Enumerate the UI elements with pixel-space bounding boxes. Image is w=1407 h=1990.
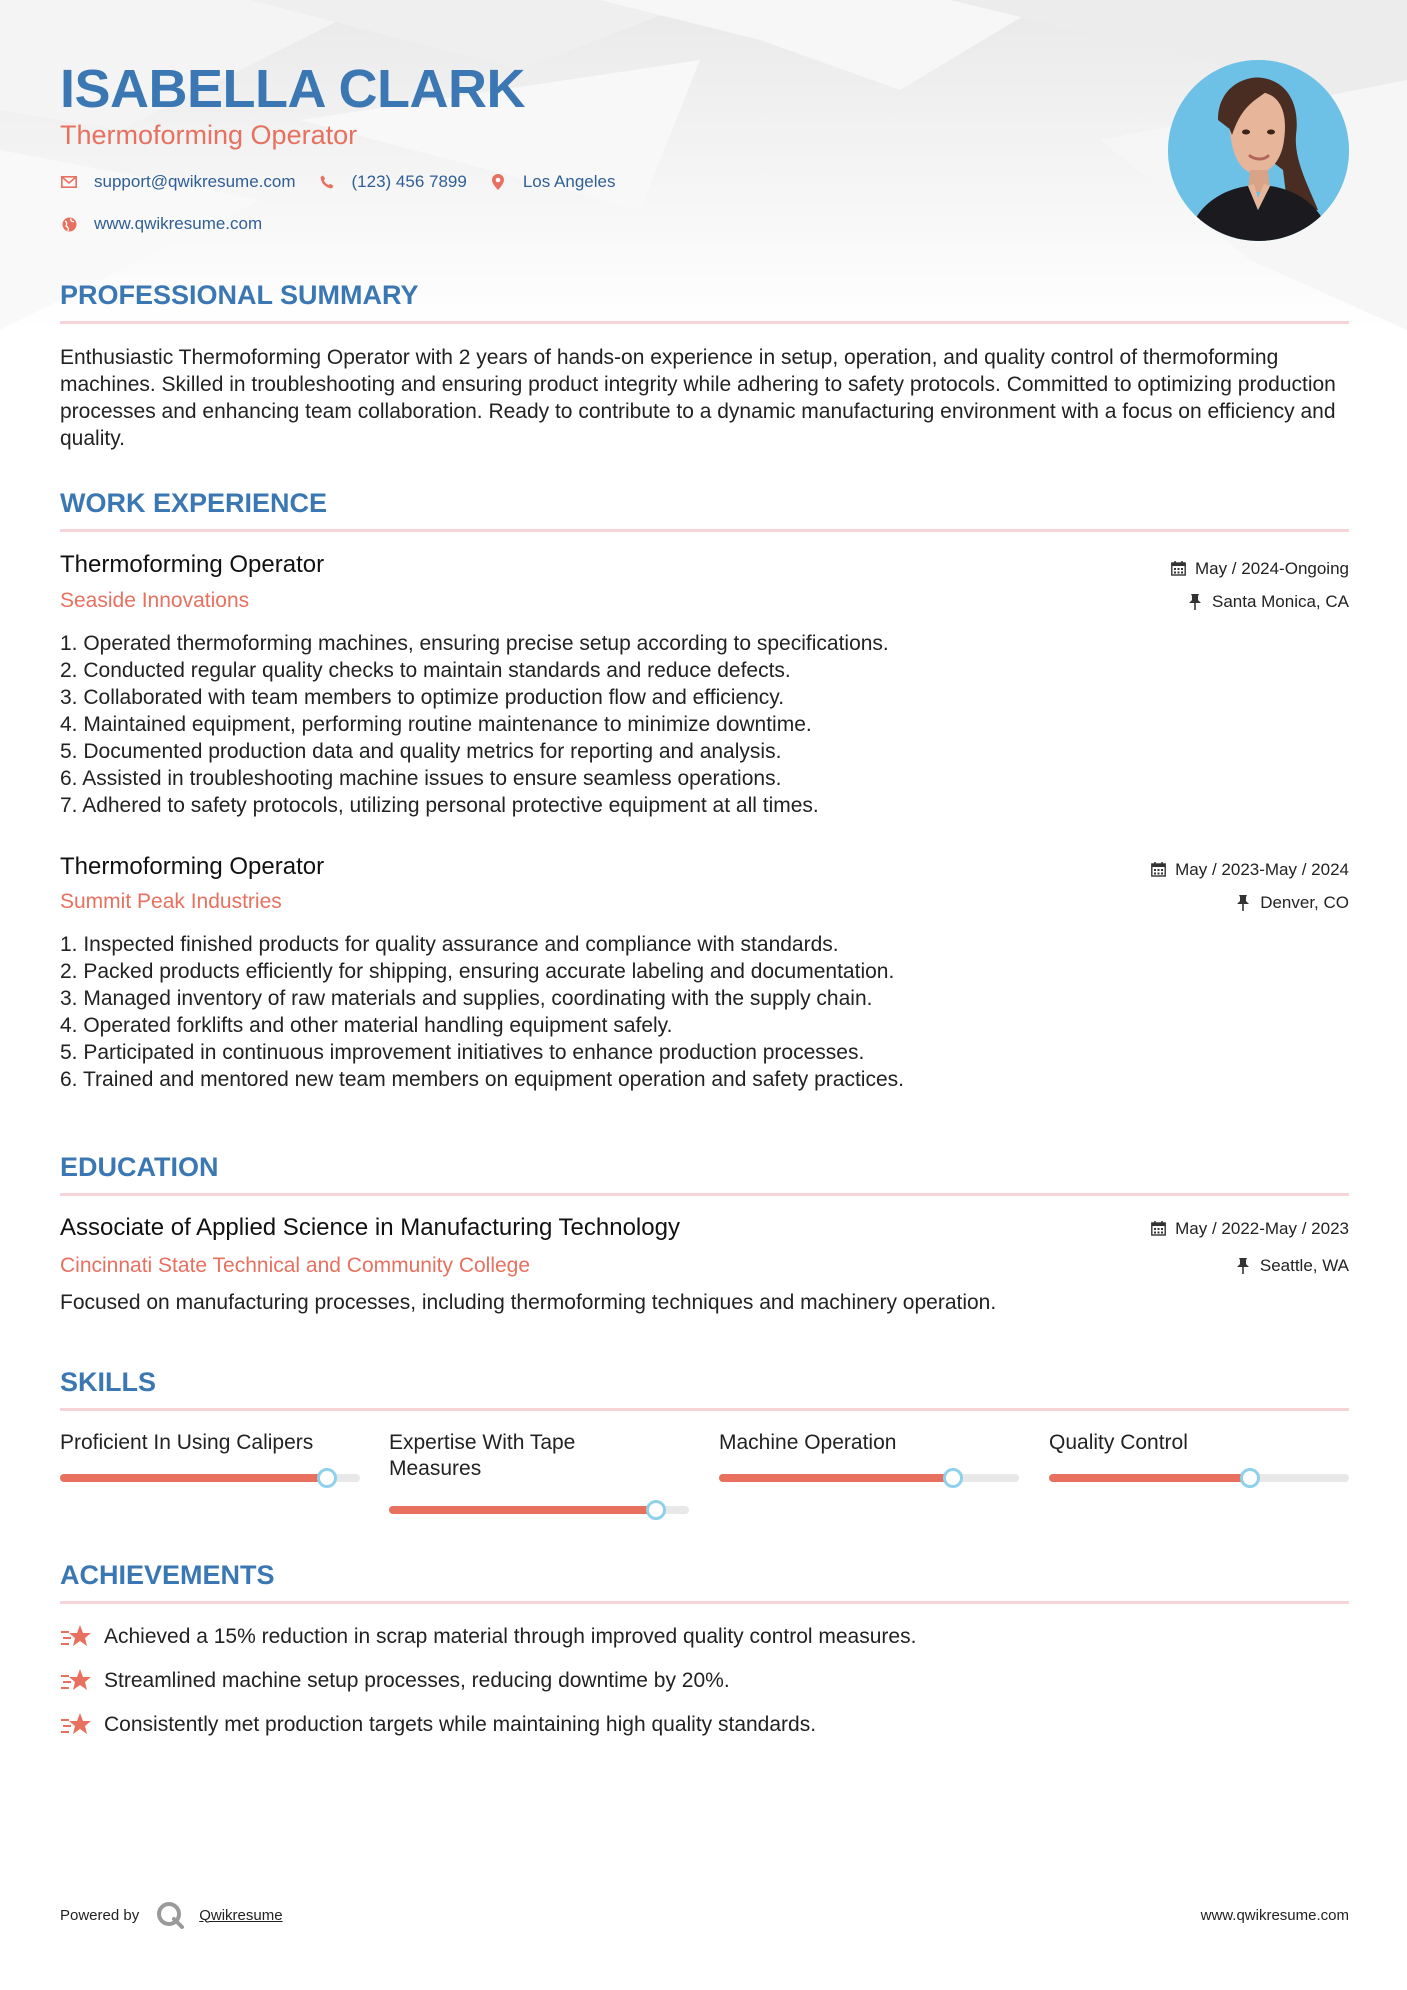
company-name: Summit Peak Industries <box>60 890 282 913</box>
calendar-icon <box>1151 1221 1167 1237</box>
skill-name: Machine Operation <box>719 1431 897 1454</box>
education-location <box>1236 1256 1349 1276</box>
skill-bar-fill <box>719 1474 953 1482</box>
skill-bar-fill <box>1049 1474 1250 1482</box>
contact-row <box>60 172 637 192</box>
job-dates-text: May / 2023-May / 2024 <box>1175 860 1349 879</box>
skill-slider-knob <box>317 1468 337 1488</box>
profile-photo <box>1168 60 1349 241</box>
map-pin-icon <box>489 173 507 191</box>
calendar-icon <box>1171 561 1187 577</box>
footer-powered-by <box>60 1900 283 1930</box>
education-divider <box>60 1193 1349 1196</box>
experience-divider <box>60 529 1349 532</box>
shooting-star-icon <box>60 1623 92 1651</box>
achievement-text: Achieved a 15% reduction in scrap material through improved quality control measures. <box>104 1625 917 1648</box>
list-item: 5. Participated in continuous improvement initiatives to enhance production processes. <box>60 1041 865 1064</box>
contact-row-website <box>60 214 284 234</box>
education-heading: EDUCATION <box>60 1152 219 1182</box>
skill-item <box>1049 1430 1349 1456</box>
skills-divider <box>60 1408 1349 1411</box>
phone-icon <box>318 173 336 191</box>
education-location-text: Seattle, WA <box>1259 1256 1349 1275</box>
achievement-text: Consistently met production targets while maintaining high quality standards. <box>104 1713 817 1736</box>
education-dates-text: May / 2022-May / 2023 <box>1175 1219 1349 1238</box>
experience-heading: WORK EXPERIENCE <box>60 488 328 518</box>
candidate-name: ISABELLA CLARK <box>60 59 525 119</box>
calendar-icon <box>1151 862 1167 878</box>
summary-divider <box>60 321 1349 324</box>
list-item: 7. Adhered to safety protocols, utilizing personal protective equipment at all times. <box>60 794 819 817</box>
skill-bar <box>389 1506 689 1514</box>
list-item: 4. Operated forklifts and other material handling equipment safely. <box>60 1014 673 1037</box>
achievements-divider <box>60 1601 1349 1604</box>
company-name: Seaside Innovations <box>60 589 250 612</box>
achievement-item <box>60 1623 916 1651</box>
job-dates-text: May / 2024-Ongoing <box>1194 559 1349 578</box>
pushpin-icon <box>1188 594 1204 610</box>
job-title: Thermoforming Operator <box>60 551 325 578</box>
job-title: Thermoforming Operator <box>60 853 325 880</box>
list-item: 2. Packed products efficiently for shipping, ensuring accurate labeling and documentation. <box>60 960 895 983</box>
job-location <box>1188 592 1349 612</box>
list-item: 2. Conducted regular quality checks to maintain standards and reduce defects. <box>60 659 791 682</box>
list-item: 1. Operated thermoforming machines, ensuring precise setup according to specifications. <box>60 632 889 655</box>
pushpin-icon <box>1236 895 1252 911</box>
list-item: 5. Documented production data and quality metrics for reporting and analysis. <box>60 740 782 763</box>
summary-heading: PROFESSIONAL SUMMARY <box>60 280 419 310</box>
achievement-item <box>60 1711 816 1739</box>
skills-heading: SKILLS <box>60 1367 157 1397</box>
summary-text: Enthusiastic Thermoforming Operator with 2 years of hands-on experience in setup, operation, and quality control of thermoforming machines. Skilled in troubleshooting and ensuring product integrity while adhering to safety protocols. Committed to optimizing production processes and enhancing team collaboration. Ready to contribute to a dynamic manufacturing environment with a focus on efficiency and quality. <box>60 346 1336 450</box>
location-text: Los Angeles <box>522 172 616 191</box>
skill-name: Proficient In Using Calipers <box>60 1431 314 1454</box>
website-text: www.qwikresume.com <box>94 214 263 233</box>
achievements-heading: ACHIEVEMENTS <box>60 1560 275 1590</box>
candidate-title: Thermoforming Operator <box>60 120 358 150</box>
job-bullets <box>60 630 1349 819</box>
list-item: 3. Collaborated with team members to optimize production flow and efficiency. <box>60 686 785 709</box>
school-name: Cincinnati State Technical and Community College <box>60 1254 531 1277</box>
qwikresume-brand-link[interactable]: Qwikresume <box>199 1906 283 1924</box>
skill-slider-knob <box>1240 1468 1260 1488</box>
skill-bar <box>60 1474 360 1482</box>
qwikresume-logo-icon <box>155 1900 185 1930</box>
phone-text: (123) 456 7899 <box>351 172 467 191</box>
skill-bar <box>719 1474 1019 1482</box>
email-text: support@qwikresume.com <box>94 172 296 191</box>
job-location-text: Denver, CO <box>1260 893 1349 912</box>
contact-phone[interactable] <box>318 172 467 192</box>
job-dates <box>1151 860 1349 880</box>
pushpin-icon <box>1236 1258 1252 1274</box>
skill-bar-fill <box>60 1474 327 1482</box>
contact-website[interactable] <box>60 214 262 234</box>
skill-bar <box>1049 1474 1349 1482</box>
profile-photo-illustration <box>1168 60 1349 241</box>
skill-name: Expertise With Tape Measures <box>389 1431 576 1480</box>
list-item: 1. Inspected finished products for quality assurance and compliance with standards. <box>60 933 839 956</box>
achievement-text: Streamlined machine setup processes, reducing downtime by 20%. <box>104 1669 730 1692</box>
degree-title: Associate of Applied Science in Manufacturing Technology <box>60 1214 680 1241</box>
list-item: 4. Maintained equipment, performing routine maintenance to minimize downtime. <box>60 713 812 736</box>
skill-item <box>719 1430 1019 1456</box>
skill-item <box>60 1430 360 1456</box>
shooting-star-icon <box>60 1667 92 1695</box>
footer-website[interactable]: www.qwikresume.com <box>1200 1907 1349 1924</box>
skill-slider-knob <box>646 1500 666 1520</box>
contact-email[interactable] <box>60 172 296 192</box>
powered-by-label: Powered by <box>60 1906 140 1924</box>
envelope-icon <box>60 173 78 191</box>
contact-location <box>489 172 616 192</box>
achievement-item <box>60 1667 730 1695</box>
job-dates <box>1171 559 1349 579</box>
list-item: 6. Trained and mentored new team members on equipment operation and safety practices. <box>60 1068 904 1091</box>
job-location <box>1236 893 1349 913</box>
job-bullets <box>60 931 1349 1093</box>
skill-bar-fill <box>389 1506 656 1514</box>
list-item: 6. Assisted in troubleshooting machine issues to ensure seamless operations. <box>60 767 782 790</box>
education-description: Focused on manufacturing processes, including thermoforming techniques and machinery operation. <box>60 1291 997 1314</box>
skill-slider-knob <box>943 1468 963 1488</box>
list-item: 3. Managed inventory of raw materials and supplies, coordinating with the supply chain. <box>60 987 873 1010</box>
education-dates <box>1151 1219 1349 1239</box>
shooting-star-icon <box>60 1711 92 1739</box>
globe-icon <box>60 215 78 233</box>
skill-name: Quality Control <box>1049 1431 1188 1454</box>
skill-item <box>389 1430 689 1482</box>
job-location-text: Santa Monica, CA <box>1211 592 1349 611</box>
